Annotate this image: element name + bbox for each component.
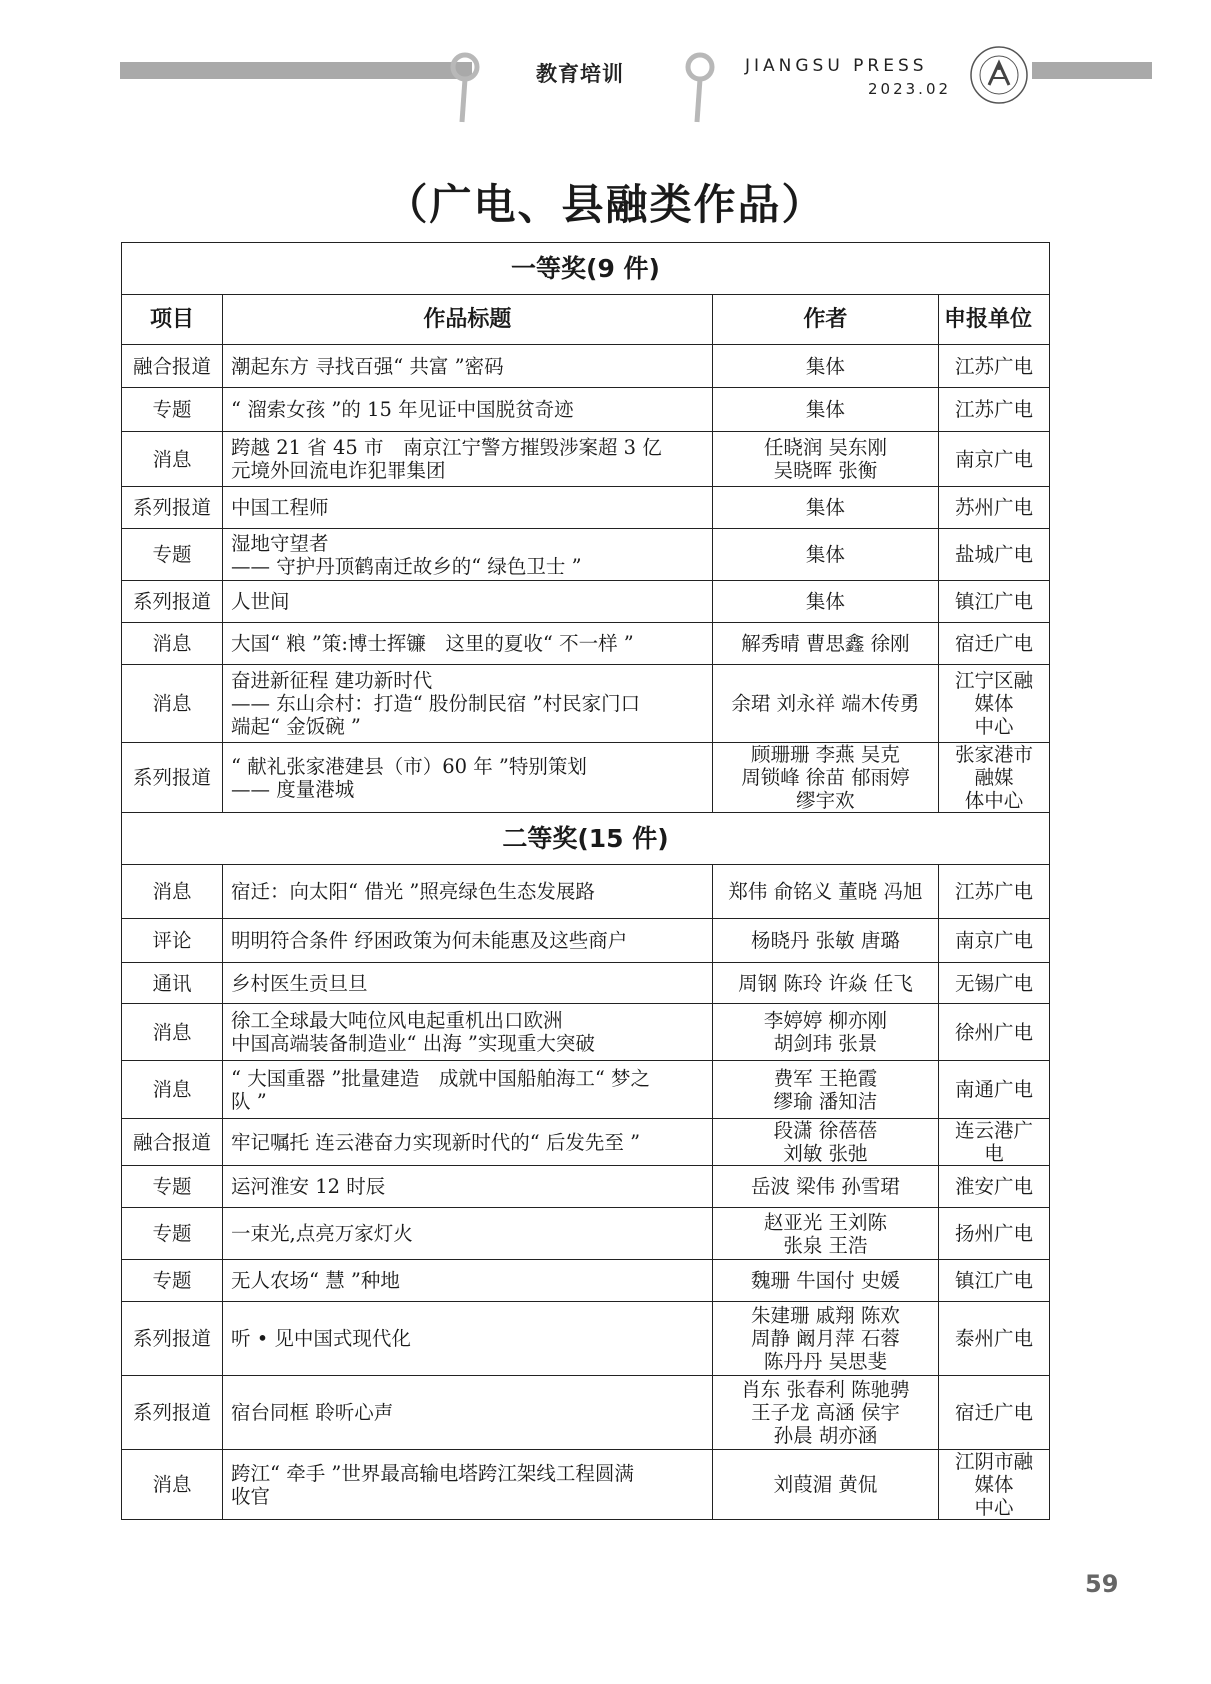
row-unit: 江苏广电 bbox=[939, 388, 1050, 432]
header-section-label: 教育培训 bbox=[536, 62, 624, 86]
row-unit: 镇江广电 bbox=[939, 581, 1050, 623]
row-author: 杨晓丹 张敏 唐璐 bbox=[712, 919, 938, 963]
row-unit: 江苏广电 bbox=[939, 345, 1050, 388]
row-author: 解秀晴 曹思鑫 徐刚 bbox=[712, 623, 938, 665]
page-title: （广电、县融类作品） bbox=[385, 180, 826, 229]
row-author: 集体 bbox=[712, 388, 938, 432]
row-category: 评论 bbox=[122, 919, 223, 963]
row-author: 魏珊 牛国付 史媛 bbox=[712, 1260, 938, 1302]
row-author: 赵亚光 王刘陈 张泉 王浩 bbox=[712, 1208, 938, 1260]
row-author: 刘葭湄 黄侃 bbox=[712, 1450, 938, 1520]
row-unit: 徐州广电 bbox=[939, 1004, 1050, 1061]
table-row bbox=[122, 432, 1050, 487]
header-issue-date: 2023.02 bbox=[868, 80, 952, 98]
table-row bbox=[122, 1376, 1050, 1450]
table-row bbox=[122, 388, 1050, 432]
row-author: 岳波 梁伟 孙雪珺 bbox=[712, 1166, 938, 1208]
column-header-category: 项目 bbox=[122, 295, 223, 345]
row-unit: 苏州广电 bbox=[939, 487, 1050, 529]
row-category: 融合报道 bbox=[122, 1119, 223, 1166]
row-title: 人世间 bbox=[223, 581, 713, 623]
table-row bbox=[122, 919, 1050, 963]
association-seal-logo bbox=[969, 45, 1029, 105]
row-title: 听 • 见中国式现代化 bbox=[223, 1302, 713, 1376]
table-row bbox=[122, 345, 1050, 388]
row-category: 专题 bbox=[122, 529, 223, 581]
row-title: 无人农场“ 慧 ”种地 bbox=[223, 1260, 713, 1302]
row-title: 宿台同框 聆听心声 bbox=[223, 1376, 713, 1450]
row-unit: 南京广电 bbox=[939, 919, 1050, 963]
row-category: 系列报道 bbox=[122, 1302, 223, 1376]
row-title: 运河淮安 12 时辰 bbox=[223, 1166, 713, 1208]
row-unit: 连云港广电 bbox=[939, 1119, 1050, 1166]
row-title: 徐工全球最大吨位风电起重机出口欧洲 中国高端装备制造业“ 出海 ”实现重大突破 bbox=[223, 1004, 713, 1061]
table-row bbox=[122, 581, 1050, 623]
table-row bbox=[122, 623, 1050, 665]
header-bar-right bbox=[1032, 62, 1152, 79]
row-title: 跨越 21 省 45 市 南京江宁警方摧毁涉案超 3 亿 元境外回流电诈犯罪集团 bbox=[223, 432, 713, 487]
table-row bbox=[122, 1004, 1050, 1061]
row-category: 专题 bbox=[122, 1208, 223, 1260]
row-category: 消息 bbox=[122, 1004, 223, 1061]
header-press-name: JIANGSU PRESS bbox=[745, 56, 928, 76]
table-row bbox=[122, 487, 1050, 529]
row-category: 消息 bbox=[122, 665, 223, 743]
row-title: 大国“ 粮 ”策:博士挥镰 这里的夏收“ 不一样 ” bbox=[223, 623, 713, 665]
row-unit: 宿迁广电 bbox=[939, 623, 1050, 665]
row-category: 消息 bbox=[122, 1061, 223, 1119]
page-number: 59 bbox=[1085, 1570, 1119, 1598]
row-title: 中国工程师 bbox=[223, 487, 713, 529]
row-title: 湿地守望者 —— 守护丹顶鹤南迁故乡的“ 绿色卫士 ” bbox=[223, 529, 713, 581]
row-unit: 南京广电 bbox=[939, 432, 1050, 487]
row-author: 郑伟 俞铭义 董晓 冯旭 bbox=[712, 865, 938, 919]
row-author: 朱建珊 戚翔 陈欢 周静 阚月萍 石蓉 陈丹丹 吴思斐 bbox=[712, 1302, 938, 1376]
column-header-title: 作品标题 bbox=[223, 295, 713, 345]
row-title: “ 溜索女孩 ”的 15 年见证中国脱贫奇迹 bbox=[223, 388, 713, 432]
row-title: 跨江“ 牵手 ”世界最高输电塔跨江架线工程圆满 收官 bbox=[223, 1450, 713, 1520]
row-title: 乡村医生贡旦旦 bbox=[223, 963, 713, 1004]
row-category: 专题 bbox=[122, 1260, 223, 1302]
row-category: 消息 bbox=[122, 1450, 223, 1520]
row-author: 肖东 张春利 陈驰骋 王子龙 高涵 侯宇 孙晨 胡亦涵 bbox=[712, 1376, 938, 1450]
first-prize-heading: 一等奖(9 件) bbox=[122, 243, 1050, 295]
row-author: 集体 bbox=[712, 345, 938, 388]
row-title: 明明符合条件 纾困政策为何未能惠及这些商户 bbox=[223, 919, 713, 963]
row-category: 专题 bbox=[122, 1166, 223, 1208]
row-category: 消息 bbox=[122, 432, 223, 487]
row-unit: 江阴市融媒体 中心 bbox=[939, 1450, 1050, 1520]
row-title: 奋进新征程 建功新时代 —— 东山佘村：打造“ 股份制民宿 ”村民家门口 端起“ 金饭碗 ” bbox=[223, 665, 713, 743]
row-unit: 江宁区融媒体 中心 bbox=[939, 665, 1050, 743]
column-header-unit: 申报单位 bbox=[939, 295, 1050, 345]
pin-icon bbox=[683, 50, 717, 124]
row-unit: 无锡广电 bbox=[939, 963, 1050, 1004]
row-author: 段潇 徐蓓蓓 刘敏 张弛 bbox=[712, 1119, 938, 1166]
row-category: 专题 bbox=[122, 388, 223, 432]
row-title: 一束光,点亮万家灯火 bbox=[223, 1208, 713, 1260]
row-unit: 泰州广电 bbox=[939, 1302, 1050, 1376]
second-prize-heading-row bbox=[122, 813, 1050, 865]
row-author: 集体 bbox=[712, 529, 938, 581]
row-unit: 张家港市融媒 体中心 bbox=[939, 743, 1050, 813]
row-category: 系列报道 bbox=[122, 487, 223, 529]
row-unit: 盐城广电 bbox=[939, 529, 1050, 581]
row-title: 牢记嘱托 连云港奋力实现新时代的“ 后发先至 ” bbox=[223, 1119, 713, 1166]
second-prize-heading: 二等奖(15 件) bbox=[122, 813, 1050, 865]
table-row bbox=[122, 1061, 1050, 1119]
table-row bbox=[122, 963, 1050, 1004]
row-title: “ 大国重器 ”批量建造 成就中国船舶海工“ 梦之 队 ” bbox=[223, 1061, 713, 1119]
table-row bbox=[122, 865, 1050, 919]
row-title: 潮起东方 寻找百强“ 共富 ”密码 bbox=[223, 345, 713, 388]
awards-table bbox=[121, 242, 1050, 1520]
table-row bbox=[122, 1302, 1050, 1376]
row-unit: 江苏广电 bbox=[939, 865, 1050, 919]
row-category: 系列报道 bbox=[122, 743, 223, 813]
row-category: 消息 bbox=[122, 623, 223, 665]
row-author: 费军 王艳霞 缪瑜 潘知洁 bbox=[712, 1061, 938, 1119]
table-row bbox=[122, 1450, 1050, 1520]
table-row bbox=[122, 743, 1050, 813]
row-title: “ 献礼张家港建县（市）60 年 ”特别策划 —— 度量港城 bbox=[223, 743, 713, 813]
header-bar-left bbox=[120, 62, 472, 79]
table-row bbox=[122, 665, 1050, 743]
row-author: 周钢 陈玲 许焱 任飞 bbox=[712, 963, 938, 1004]
row-category: 通讯 bbox=[122, 963, 223, 1004]
row-unit: 镇江广电 bbox=[939, 1260, 1050, 1302]
pin-icon bbox=[448, 50, 482, 124]
row-category: 融合报道 bbox=[122, 345, 223, 388]
row-category: 系列报道 bbox=[122, 1376, 223, 1450]
row-author: 集体 bbox=[712, 581, 938, 623]
row-category: 系列报道 bbox=[122, 581, 223, 623]
table-row bbox=[122, 1260, 1050, 1302]
row-author: 李婷婷 柳亦刚 胡剑玮 张景 bbox=[712, 1004, 938, 1061]
column-header-author: 作者 bbox=[712, 295, 938, 345]
row-unit: 南通广电 bbox=[939, 1061, 1050, 1119]
row-author: 余珺 刘永祥 端木传勇 bbox=[712, 665, 938, 743]
first-prize-heading-row bbox=[122, 243, 1050, 295]
table-row bbox=[122, 1208, 1050, 1260]
row-category: 消息 bbox=[122, 865, 223, 919]
row-title: 宿迁：向太阳“ 借光 ”照亮绿色生态发展路 bbox=[223, 865, 713, 919]
column-header-row bbox=[122, 295, 1050, 345]
table-row bbox=[122, 1119, 1050, 1166]
row-author: 任晓润 吴东刚 吴晓晖 张衡 bbox=[712, 432, 938, 487]
row-author: 顾珊珊 李燕 吴克 周锁峰 徐苗 郁雨婷 缪宇欢 bbox=[712, 743, 938, 813]
table-row bbox=[122, 1166, 1050, 1208]
row-unit: 宿迁广电 bbox=[939, 1376, 1050, 1450]
row-unit: 扬州广电 bbox=[939, 1208, 1050, 1260]
row-unit: 淮安广电 bbox=[939, 1166, 1050, 1208]
table-row bbox=[122, 529, 1050, 581]
row-author: 集体 bbox=[712, 487, 938, 529]
